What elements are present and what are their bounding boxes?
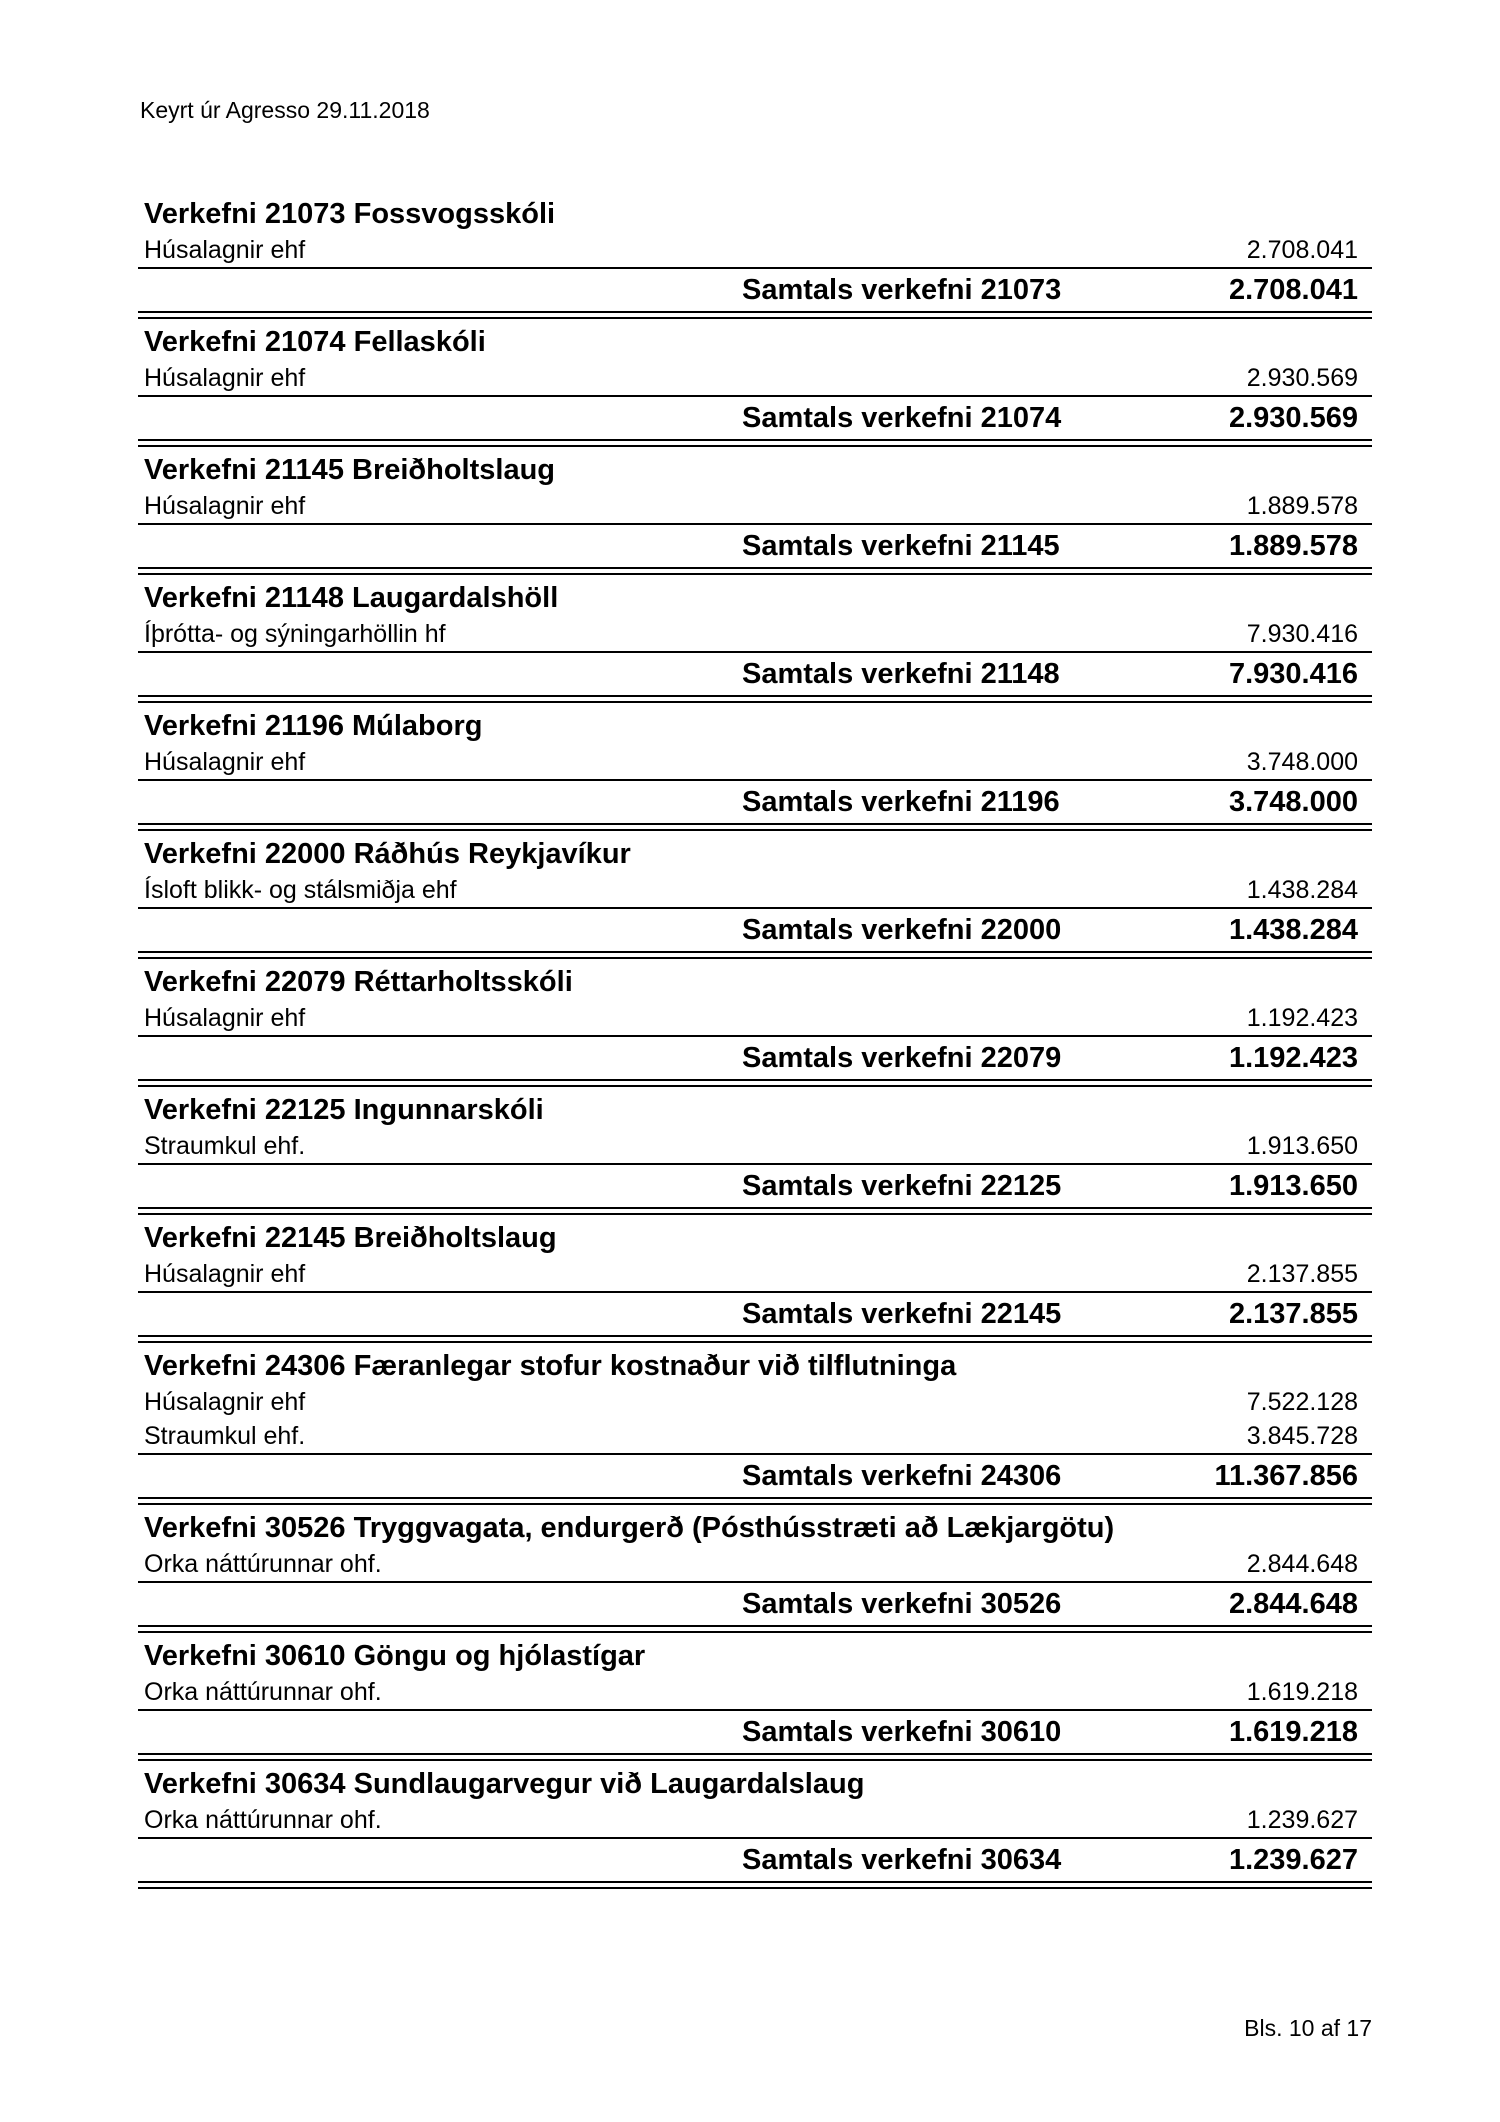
project-total-row xyxy=(138,1455,1372,1497)
double-underline-divider xyxy=(138,439,1372,447)
project-total-amount: 1.619.218 xyxy=(1228,1716,1358,1748)
project-cost-report xyxy=(138,196,1372,1894)
vendor-name: Húsalagnir ehf xyxy=(144,1004,306,1032)
project-total-row xyxy=(138,397,1372,439)
project-total-amount: 1.192.423 xyxy=(1228,1042,1358,1074)
project-total-label: Samtals verkefni 24306 xyxy=(742,1460,1062,1492)
vendor-amount: 7.930.416 xyxy=(1246,620,1358,648)
project-total-label: Samtals verkefni 22145 xyxy=(742,1298,1062,1330)
double-underline-divider xyxy=(138,1207,1372,1215)
project-block xyxy=(138,324,1372,447)
vendor-line xyxy=(138,1001,1372,1037)
project-block xyxy=(138,964,1372,1087)
project-block xyxy=(138,836,1372,959)
vendor-amount: 2.930.569 xyxy=(1246,364,1358,392)
project-block xyxy=(138,708,1372,831)
vendor-name: Orka náttúrunnar ohf. xyxy=(144,1678,382,1706)
project-total-amount: 1.239.627 xyxy=(1228,1844,1358,1876)
project-total-amount: 3.748.000 xyxy=(1228,786,1358,818)
project-total-label: Samtals verkefni 21196 xyxy=(742,786,1060,818)
double-underline-divider xyxy=(138,311,1372,319)
project-title: Verkefni 30634 Sundlaugarvegur við Laugardalslaug xyxy=(144,1768,865,1800)
double-underline-divider xyxy=(138,567,1372,575)
vendor-amount: 1.438.284 xyxy=(1246,876,1358,904)
vendor-name: Húsalagnir ehf xyxy=(144,364,306,392)
vendor-amount: 1.192.423 xyxy=(1246,1004,1358,1032)
project-total-amount: 1.438.284 xyxy=(1228,914,1358,946)
double-underline-divider xyxy=(138,1625,1372,1633)
project-total-label: Samtals verkefni 22000 xyxy=(742,914,1062,946)
vendor-amount: 1.619.218 xyxy=(1246,1678,1358,1706)
vendor-line xyxy=(138,361,1372,397)
project-title: Verkefni 21145 Breiðholtslaug xyxy=(144,454,556,486)
project-total-amount: 1.913.650 xyxy=(1228,1170,1358,1202)
project-total-row xyxy=(138,1293,1372,1335)
vendor-name: Straumkul ehf. xyxy=(144,1422,306,1450)
page-number: Bls. 10 af 17 xyxy=(1244,2015,1372,2041)
double-underline-divider xyxy=(138,1079,1372,1087)
project-total-amount: 2.844.648 xyxy=(1228,1588,1358,1620)
vendor-name: Orka náttúrunnar ohf. xyxy=(144,1550,382,1578)
vendor-name: Húsalagnir ehf xyxy=(144,1388,306,1416)
vendor-amount: 2.708.041 xyxy=(1246,236,1358,264)
vendor-name: Íþrótta- og sýningarhöllin hf xyxy=(144,620,446,648)
report-run-note: Keyrt úr Agresso 29.11.2018 xyxy=(140,97,430,123)
double-underline-divider xyxy=(138,951,1372,959)
project-title: Verkefni 21074 Fellaskóli xyxy=(144,326,486,358)
vendor-line xyxy=(138,617,1372,653)
vendor-name: Húsalagnir ehf xyxy=(144,1260,306,1288)
vendor-line xyxy=(138,1419,1372,1455)
vendor-amount: 2.137.855 xyxy=(1246,1260,1358,1288)
project-total-row xyxy=(138,1711,1372,1753)
vendor-line xyxy=(138,745,1372,781)
project-total-amount: 2.708.041 xyxy=(1228,274,1358,306)
vendor-name: Straumkul ehf. xyxy=(144,1132,306,1160)
project-total-row xyxy=(138,1839,1372,1881)
double-underline-divider xyxy=(138,695,1372,703)
project-total-row xyxy=(138,1583,1372,1625)
project-title: Verkefni 21196 Múlaborg xyxy=(144,710,483,742)
vendor-line xyxy=(138,1129,1372,1165)
project-total-row xyxy=(138,653,1372,695)
vendor-amount: 7.522.128 xyxy=(1246,1388,1358,1416)
vendor-name: Húsalagnir ehf xyxy=(144,748,306,776)
project-total-amount: 2.137.855 xyxy=(1228,1298,1358,1330)
project-title: Verkefni 22000 Ráðhús Reykjavíkur xyxy=(144,838,631,870)
vendor-amount: 1.889.578 xyxy=(1246,492,1358,520)
vendor-amount: 3.845.728 xyxy=(1246,1422,1358,1450)
project-block xyxy=(138,1638,1372,1761)
vendor-amount: 3.748.000 xyxy=(1246,748,1358,776)
project-total-label: Samtals verkefni 30526 xyxy=(742,1588,1062,1620)
vendor-line xyxy=(138,1385,1372,1419)
project-block xyxy=(138,1510,1372,1633)
project-title: Verkefni 21073 Fossvogsskóli xyxy=(144,198,556,230)
project-total-row xyxy=(138,525,1372,567)
vendor-amount: 1.239.627 xyxy=(1246,1806,1358,1834)
double-underline-divider xyxy=(138,1497,1372,1505)
project-title: Verkefni 21148 Laugardalshöll xyxy=(144,582,559,614)
project-title: Verkefni 30526 Tryggvagata, endurgerð (Pósthússtræti að Lækjargötu) xyxy=(144,1512,1115,1544)
project-title: Verkefni 30610 Göngu og hjólastígar xyxy=(144,1640,646,1672)
vendor-line xyxy=(138,233,1372,269)
vendor-line xyxy=(138,489,1372,525)
project-total-label: Samtals verkefni 21145 xyxy=(742,530,1060,562)
project-total-row xyxy=(138,1037,1372,1079)
project-total-label: Samtals verkefni 30634 xyxy=(742,1844,1062,1876)
project-block xyxy=(138,452,1372,575)
project-total-label: Samtals verkefni 22125 xyxy=(742,1170,1062,1202)
project-block xyxy=(138,196,1372,319)
project-total-label: Samtals verkefni 22079 xyxy=(742,1042,1062,1074)
double-underline-divider xyxy=(138,1335,1372,1343)
vendor-line xyxy=(138,1257,1372,1293)
vendor-line xyxy=(138,1675,1372,1711)
project-total-row xyxy=(138,909,1372,951)
project-title: Verkefni 24306 Færanlegar stofur kostnaður við tilflutninga xyxy=(144,1350,957,1382)
double-underline-divider xyxy=(138,1881,1372,1889)
project-total-row xyxy=(138,781,1372,823)
vendor-amount: 2.844.648 xyxy=(1246,1550,1358,1578)
project-total-amount: 1.889.578 xyxy=(1228,530,1358,562)
vendor-line xyxy=(138,1803,1372,1839)
project-block xyxy=(138,1766,1372,1889)
double-underline-divider xyxy=(138,1753,1372,1761)
project-total-amount: 7.930.416 xyxy=(1228,658,1358,690)
project-block xyxy=(138,1092,1372,1215)
project-title: Verkefni 22145 Breiðholtslaug xyxy=(144,1222,557,1254)
project-total-row xyxy=(138,269,1372,311)
project-total-row xyxy=(138,1165,1372,1207)
project-block xyxy=(138,580,1372,703)
vendor-amount: 1.913.650 xyxy=(1246,1132,1358,1160)
project-total-label: Samtals verkefni 21074 xyxy=(742,402,1062,434)
project-total-amount: 2.930.569 xyxy=(1228,402,1358,434)
project-block xyxy=(138,1220,1372,1343)
project-total-label: Samtals verkefni 21073 xyxy=(742,274,1062,306)
project-title: Verkefni 22125 Ingunnarskóli xyxy=(144,1094,544,1126)
vendor-name: Húsalagnir ehf xyxy=(144,492,306,520)
project-title: Verkefni 22079 Réttarholtsskóli xyxy=(144,966,573,998)
project-total-label: Samtals verkefni 21148 xyxy=(742,658,1060,690)
project-block xyxy=(138,1348,1372,1505)
vendor-name: Ísloft blikk- og stálsmiðja ehf xyxy=(144,876,457,904)
project-total-amount: 11.367.856 xyxy=(1214,1460,1358,1492)
vendor-line xyxy=(138,1547,1372,1583)
double-underline-divider xyxy=(138,823,1372,831)
project-total-label: Samtals verkefni 30610 xyxy=(742,1716,1062,1748)
vendor-name: Orka náttúrunnar ohf. xyxy=(144,1806,382,1834)
vendor-line xyxy=(138,873,1372,909)
vendor-name: Húsalagnir ehf xyxy=(144,236,306,264)
